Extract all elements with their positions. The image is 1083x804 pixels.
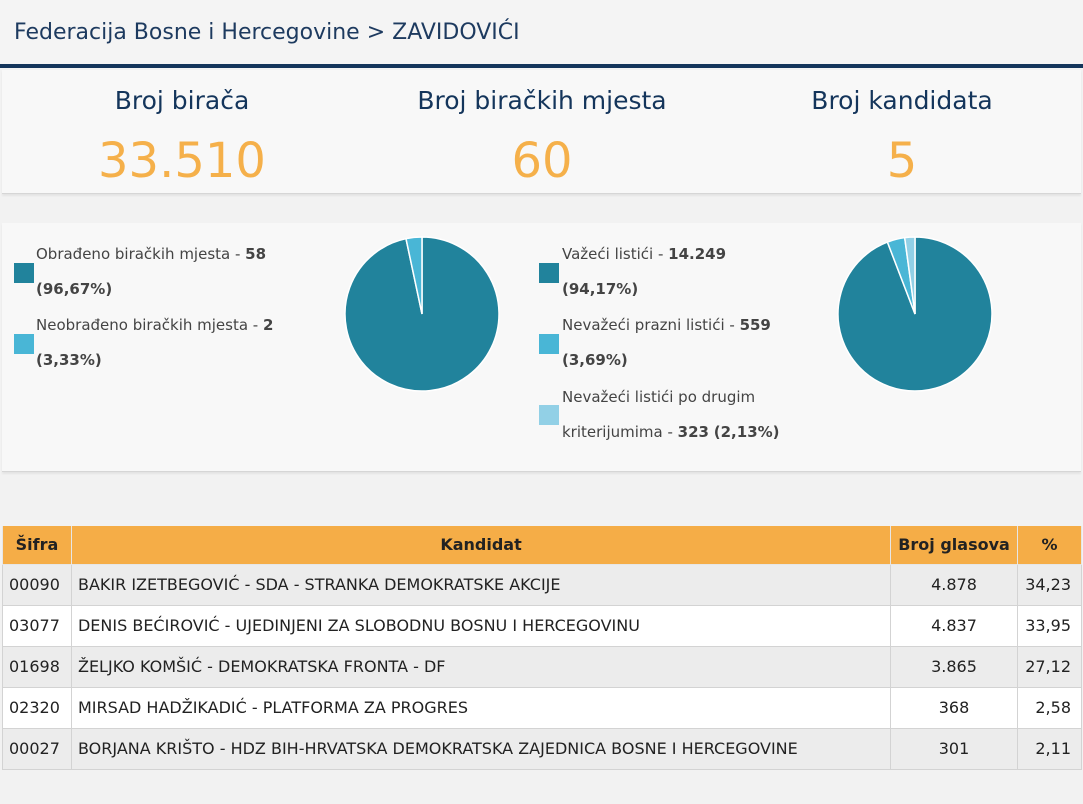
stats-panel (2, 70, 1081, 194)
cell-votes: 4.878 (891, 564, 1018, 605)
stat-polling-stations (362, 84, 722, 190)
breadcrumb: Federacija Bosne i Hercegovine > ZAVIDOVIĆI (14, 20, 520, 45)
cell-percent: 2,58 (1017, 687, 1081, 728)
cell-votes: 368 (891, 687, 1018, 728)
header-votes[interactable]: Broj glasova (891, 526, 1018, 564)
stat-label: Broj kandidata (811, 86, 993, 115)
cell-code: 01698 (3, 646, 72, 687)
cell-votes: 301 (891, 728, 1018, 769)
table-row (3, 687, 1082, 728)
cell-percent: 34,23 (1017, 564, 1081, 605)
cell-candidate: BAKIR IZETBEGOVIĆ - SDA - STRANKA DEMOKRATSKE AKCIJE (71, 564, 890, 605)
cell-candidate: BORJANA KRIŠTO - HDZ BIH-HRVATSKA DEMOKRATSKA ZAJEDNICA BOSNE I HERCEGOVINE (71, 728, 890, 769)
stat-value: 33.510 (98, 133, 266, 189)
header-code[interactable]: Šifra (3, 526, 72, 564)
header-candidate[interactable]: Kandidat (71, 526, 890, 564)
results-table (2, 526, 1082, 770)
legend-swatch (539, 334, 559, 354)
legend-label: Nevažeći listići po drugim kriterijumima - 323 (2,13%) (562, 388, 780, 441)
cell-percent: 33,95 (1017, 605, 1081, 646)
table-header-row (3, 526, 1082, 564)
cell-code: 00027 (3, 728, 72, 769)
legend-label: Neobrađeno biračkih mjesta - 2 (3,33%) (36, 316, 274, 369)
cell-candidate: DENIS BEĆIROVIĆ - UJEDINJENI ZA SLOBODNU BOSNU I HERCEGOVINU (71, 605, 890, 646)
table-row (3, 646, 1082, 687)
legend-label: Važeći listići - 14.249 (94,17%) (562, 245, 727, 298)
breadcrumb-bar (0, 0, 1083, 68)
cell-candidate: MIRSAD HADŽIKADIĆ - PLATFORMA ZA PROGRES (71, 687, 890, 728)
cell-votes: 4.837 (891, 605, 1018, 646)
legend-label: Nevažeći prazni listići - 559 (3,69%) (562, 316, 771, 369)
stat-value: 5 (886, 133, 918, 189)
cell-percent: 27,12 (1017, 646, 1081, 687)
stat-label: Broj biračkih mjesta (417, 86, 667, 115)
cell-percent: 2,11 (1017, 728, 1081, 769)
pie-chart-polling-stations (344, 236, 500, 392)
header-percent[interactable]: % (1017, 526, 1081, 564)
cell-candidate: ŽELJKO KOMŠIĆ - DEMOKRATSKA FRONTA - DF (71, 646, 890, 687)
table-row (3, 605, 1082, 646)
stat-candidates (722, 84, 1082, 190)
legend-swatch (539, 263, 559, 283)
cell-code: 03077 (3, 605, 72, 646)
charts-panel (2, 223, 1081, 472)
legend-swatch (539, 405, 559, 425)
legend-swatch (14, 263, 34, 283)
table-row (3, 728, 1082, 769)
cell-votes: 3.865 (891, 646, 1018, 687)
table-row (3, 564, 1082, 605)
cell-code: 02320 (3, 687, 72, 728)
legend-swatch (14, 334, 34, 354)
stat-value: 60 (511, 133, 573, 189)
cell-code: 00090 (3, 564, 72, 605)
stat-label: Broj birača (114, 86, 250, 115)
legend-label: Obrađeno biračkih mjesta - 58 (96,67%) (36, 245, 267, 298)
stat-voters (2, 84, 362, 190)
pie-chart-ballots (837, 236, 993, 392)
